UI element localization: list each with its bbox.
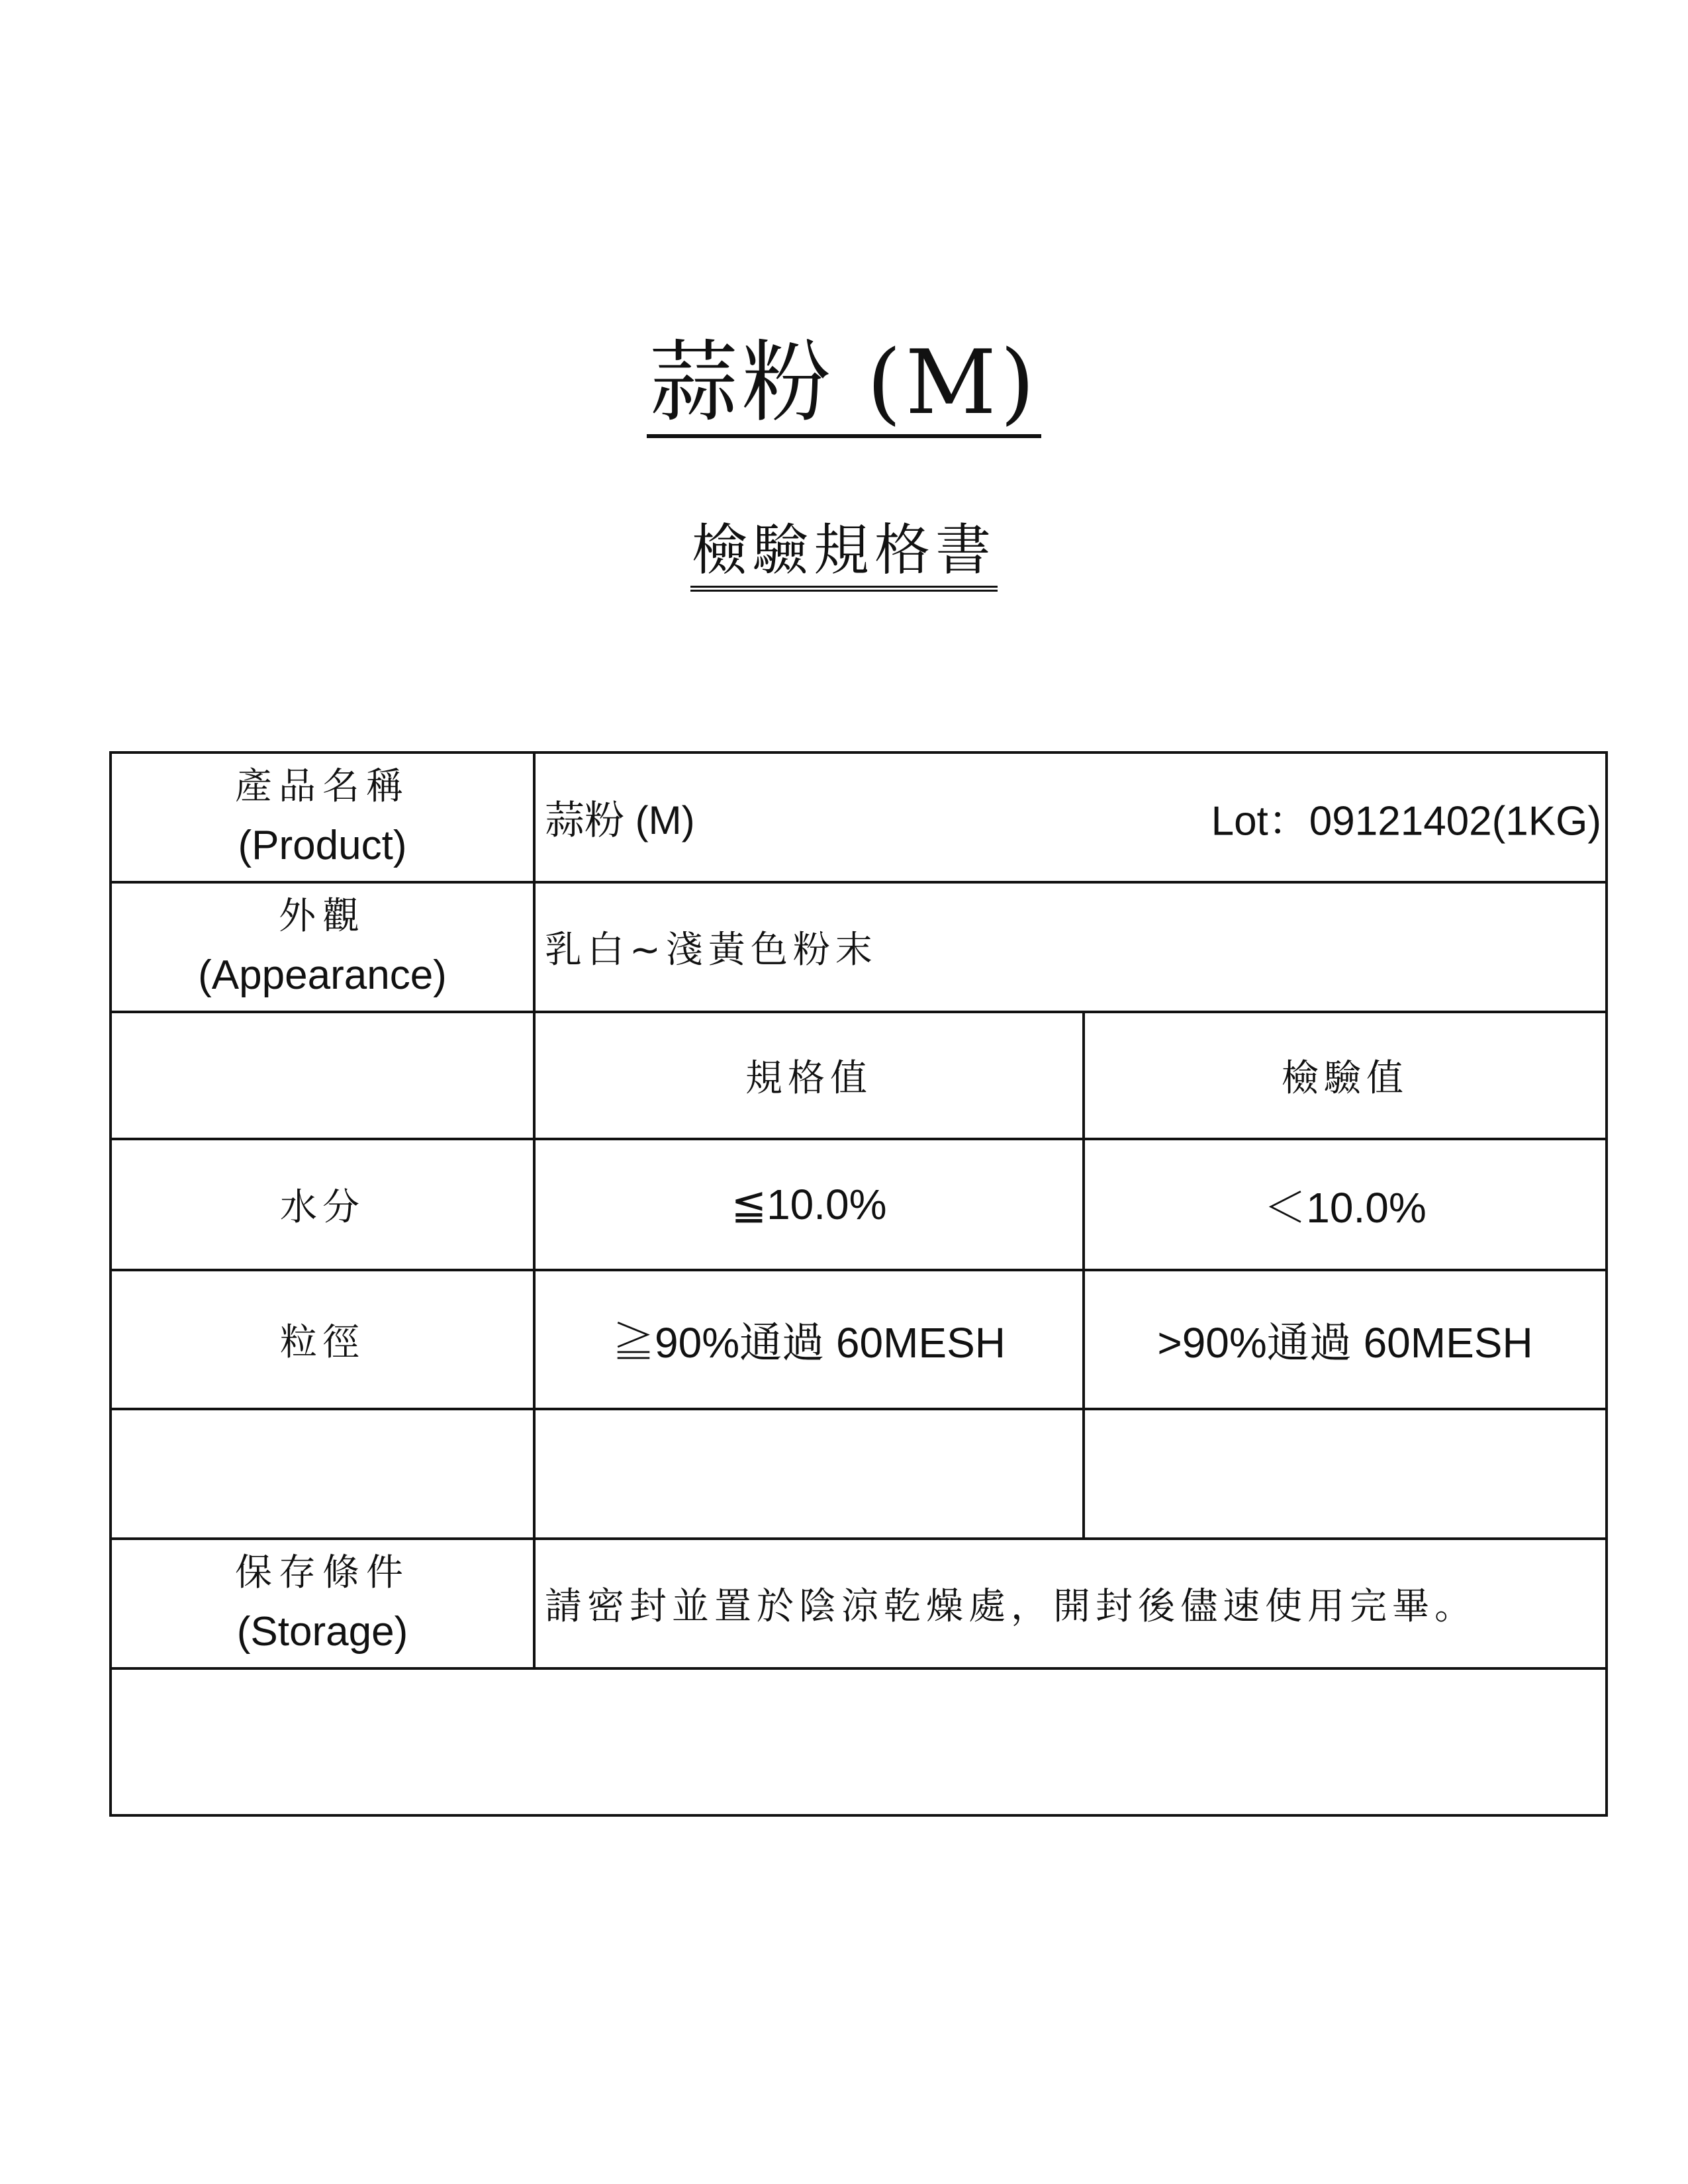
storage-label-cell [111, 1539, 534, 1668]
empty-cell-1 [111, 1409, 534, 1539]
storage-label-zh: 保存條件 [235, 1551, 410, 1594]
particle-spec-cell [534, 1270, 1084, 1409]
moisture-spec: ≦10.0% [731, 1180, 887, 1228]
header-spec: 規格值 [745, 1057, 872, 1100]
particle-label-cell [111, 1270, 534, 1409]
empty-cell-2 [534, 1409, 1084, 1539]
product-label-zh: 產品名稱 [235, 764, 410, 808]
moisture-test: ＜10.0% [1264, 1184, 1427, 1232]
spec-table [109, 751, 1608, 1817]
appearance-label-zh: 外觀 [279, 894, 366, 938]
empty-cell-3 [1084, 1409, 1607, 1539]
header-spec-cell [534, 1012, 1084, 1139]
document-title: 蒜粉 (M) [647, 334, 1041, 438]
moisture-label: 水分 [280, 1186, 365, 1229]
header-test-cell [1084, 1012, 1607, 1139]
product-label-cell [111, 752, 534, 882]
moisture-label-cell [111, 1139, 534, 1270]
storage-value-cell [534, 1539, 1607, 1668]
appearance-value: 乳白~淺黃色粉末 [545, 929, 878, 972]
document-title-wrap [0, 331, 1688, 438]
header-test: 檢驗值 [1282, 1057, 1409, 1100]
table-row [111, 1139, 1607, 1270]
document-subtitle-wrap [0, 520, 1688, 592]
particle-spec: ≧90%通過 60MESH [612, 1319, 1006, 1367]
appearance-label-en: (Appearance) [198, 952, 447, 998]
footer-empty-cell [111, 1668, 1607, 1815]
header-blank-cell [111, 1012, 534, 1139]
product-name: 蒜粉 (M) [545, 798, 695, 842]
appearance-label-cell [111, 882, 534, 1012]
empty-row [111, 1409, 1607, 1539]
moisture-test-cell [1084, 1139, 1607, 1270]
particle-label: 粒徑 [280, 1321, 365, 1364]
moisture-spec-cell [534, 1139, 1084, 1270]
lot-number: Lot：09121402(1KG) [1211, 798, 1601, 844]
particle-test: >90%通過 60MESH [1157, 1319, 1533, 1367]
product-label-en: (Product) [238, 822, 407, 868]
document-subtitle: 檢驗規格書 [690, 520, 998, 592]
header-row [111, 1012, 1607, 1139]
appearance-value-cell [534, 882, 1607, 1012]
table-row [111, 1270, 1607, 1409]
footer-empty-row [111, 1668, 1607, 1815]
storage-row [111, 1539, 1607, 1668]
particle-test-cell [1084, 1270, 1607, 1409]
product-row [111, 752, 1607, 882]
product-value-cell [534, 752, 1607, 882]
appearance-row [111, 882, 1607, 1012]
storage-label-en: (Storage) [236, 1608, 408, 1655]
storage-value: 請密封並置於陰涼乾燥處，開封後儘速使用完畢。 [545, 1585, 1477, 1628]
